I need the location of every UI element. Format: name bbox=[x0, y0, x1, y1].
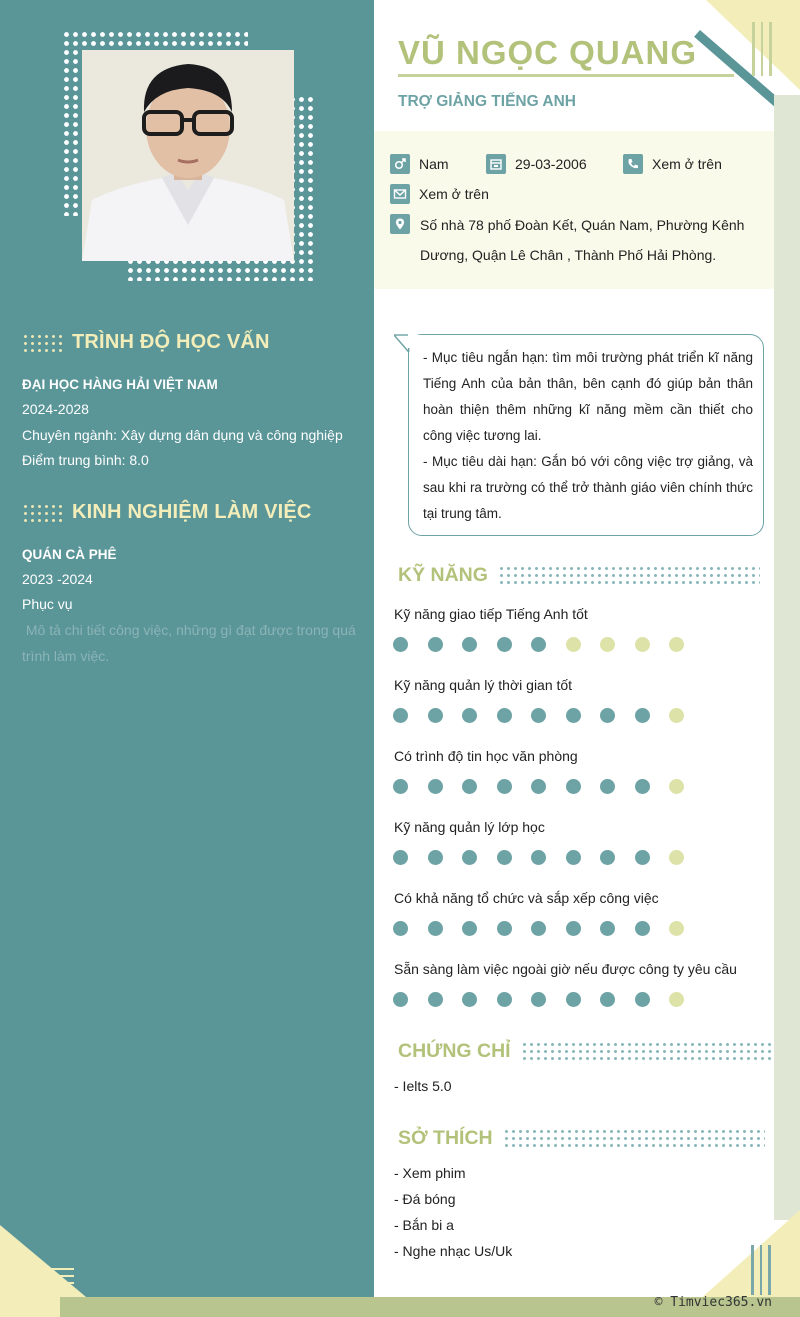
skill-label: Kỹ năng quản lý lớp học bbox=[394, 819, 545, 835]
hobbies-header bbox=[398, 1127, 765, 1150]
hobby-item: - Đá bóng bbox=[394, 1191, 456, 1207]
dots-decoration bbox=[22, 333, 64, 353]
phone-icon bbox=[623, 154, 643, 174]
gender-item bbox=[390, 154, 449, 174]
skill-rating bbox=[393, 708, 684, 723]
calendar-icon bbox=[486, 154, 506, 174]
experience-title: KINH NGHIỆM LÀM VIỆC bbox=[72, 501, 312, 523]
skill-dot-filled bbox=[497, 850, 512, 865]
skill-dot-filled bbox=[600, 708, 615, 723]
name-underline bbox=[398, 74, 734, 77]
education-years: 2024-2028 bbox=[22, 401, 89, 417]
skill-dot-filled bbox=[566, 708, 581, 723]
skill-dot-filled bbox=[566, 921, 581, 936]
stripe-decoration bbox=[751, 1245, 771, 1295]
education-gpa: Điểm trung bình: 8.0 bbox=[22, 452, 149, 468]
dob-item bbox=[486, 154, 587, 174]
skill-rating bbox=[393, 850, 684, 865]
experience-header bbox=[22, 501, 312, 524]
skill-dot-filled bbox=[462, 992, 477, 1007]
education-title: TRÌNH ĐỘ HỌC VẤN bbox=[72, 331, 270, 353]
location-pin-icon bbox=[390, 214, 410, 234]
phone-item bbox=[623, 154, 722, 174]
skill-dot-filled bbox=[600, 779, 615, 794]
experience-years: 2023 -2024 bbox=[22, 571, 93, 587]
skills-title: KỸ NĂNG bbox=[398, 564, 488, 586]
dots-decoration bbox=[521, 1041, 771, 1063]
stripe-decoration bbox=[20, 1268, 74, 1296]
experience-description: Mô tả chi tiết công việc, những gì đạt được trong quá trình làm việc. bbox=[22, 622, 360, 664]
hobbies-title: SỞ THÍCH bbox=[398, 1127, 493, 1149]
hobby-item: - Xem phim bbox=[394, 1165, 466, 1181]
skill-dot-filled bbox=[428, 779, 443, 794]
skill-rating bbox=[393, 637, 684, 652]
certificates-header bbox=[398, 1040, 771, 1063]
skill-dot-filled bbox=[531, 992, 546, 1007]
skill-dot-filled bbox=[600, 850, 615, 865]
watermark: © Timviec365.vn bbox=[654, 1295, 772, 1310]
side-band-decoration bbox=[774, 95, 800, 1220]
email-value: Xem ở trên bbox=[419, 186, 489, 202]
skill-dot-filled bbox=[600, 921, 615, 936]
skill-dot-filled bbox=[428, 850, 443, 865]
skill-rating bbox=[393, 779, 684, 794]
skill-dot-filled bbox=[428, 921, 443, 936]
skill-dot-filled bbox=[393, 921, 408, 936]
skill-dot-filled bbox=[462, 850, 477, 865]
skill-dot-empty bbox=[669, 779, 684, 794]
skill-rating bbox=[393, 921, 684, 936]
skill-dot-filled bbox=[600, 992, 615, 1007]
skill-dot-filled bbox=[531, 850, 546, 865]
certificates-title: CHỨNG CHỈ bbox=[398, 1040, 511, 1062]
skill-dot-filled bbox=[497, 708, 512, 723]
skill-label: Kỹ năng quản lý thời gian tốt bbox=[394, 677, 573, 693]
career-objective bbox=[408, 334, 764, 536]
skill-dot-filled bbox=[393, 992, 408, 1007]
skill-dot-filled bbox=[531, 708, 546, 723]
skill-dot-filled bbox=[635, 992, 650, 1007]
gender-value: Nam bbox=[419, 156, 449, 172]
skill-dot-filled bbox=[531, 637, 546, 652]
stripe-decoration bbox=[752, 22, 772, 76]
address-line-1: Số nhà 78 phố Đoàn Kết, Quán Nam, Phường Kênh bbox=[420, 217, 745, 233]
email-icon bbox=[390, 184, 410, 204]
skill-dot-filled bbox=[531, 779, 546, 794]
skill-dot-filled bbox=[428, 708, 443, 723]
skill-dot-empty bbox=[669, 921, 684, 936]
email-item bbox=[390, 184, 489, 204]
dots-decoration bbox=[498, 565, 760, 587]
skill-dot-filled bbox=[393, 708, 408, 723]
skill-dot-filled bbox=[462, 921, 477, 936]
education-major: Chuyên ngành: Xây dựng dân dụng và công nghiệp bbox=[22, 427, 343, 443]
dots-decoration bbox=[503, 1128, 765, 1150]
company-name: QUÁN CÀ PHÊ bbox=[22, 547, 117, 562]
education-header bbox=[22, 331, 270, 354]
skill-dot-filled bbox=[462, 708, 477, 723]
skill-dot-filled bbox=[428, 637, 443, 652]
skill-dot-filled bbox=[393, 637, 408, 652]
phone-value: Xem ở trên bbox=[652, 156, 722, 172]
skills-header bbox=[398, 564, 760, 587]
skill-dot-empty bbox=[669, 850, 684, 865]
skill-dot-empty bbox=[669, 708, 684, 723]
skill-dot-empty bbox=[600, 637, 615, 652]
speech-tail bbox=[394, 334, 424, 356]
candidate-name: VŨ NGỌC QUANG bbox=[398, 34, 698, 71]
gender-icon bbox=[390, 154, 410, 174]
avatar-photo bbox=[82, 50, 294, 261]
skill-dot-filled bbox=[497, 779, 512, 794]
skill-dot-filled bbox=[635, 779, 650, 794]
skill-dot-filled bbox=[393, 779, 408, 794]
address-line-2: Dương, Quận Lê Chân , Thành Phố Hải Phòng. bbox=[420, 247, 717, 263]
skill-dot-filled bbox=[497, 637, 512, 652]
short-term-objective: - Mục tiêu ngắn hạn: tìm môi trường phát triển kĩ năng Tiếng Anh của bản thân, bên cạnh đó giúp bản thân hoàn thiện thêm những kĩ năng mềm cần thiết cho công việc tương lai. bbox=[423, 350, 753, 443]
skill-label: Sẵn sàng làm việc ngoài giờ nếu được công ty yêu cầu bbox=[394, 961, 737, 977]
skill-dot-filled bbox=[462, 779, 477, 794]
skill-dot-filled bbox=[635, 850, 650, 865]
dots-decoration bbox=[22, 503, 64, 523]
dob-value: 29-03-2006 bbox=[515, 156, 587, 172]
skill-label: Có khả năng tổ chức và sắp xếp công việc bbox=[394, 890, 659, 906]
certificate-item: - Ielts 5.0 bbox=[394, 1078, 452, 1094]
skill-label: Kỹ năng giao tiếp Tiếng Anh tốt bbox=[394, 606, 588, 622]
experience-role: Phục vụ bbox=[22, 596, 73, 612]
skill-dot-filled bbox=[462, 637, 477, 652]
job-title: TRỢ GIẢNG TIẾNG ANH bbox=[398, 93, 576, 110]
skill-dot-filled bbox=[531, 921, 546, 936]
hobby-item: - Bắn bi a bbox=[394, 1217, 454, 1233]
skill-dot-filled bbox=[497, 921, 512, 936]
skill-dot-filled bbox=[635, 921, 650, 936]
skill-label: Có trình độ tin học văn phòng bbox=[394, 748, 578, 764]
skill-dot-filled bbox=[497, 992, 512, 1007]
skill-dot-filled bbox=[635, 708, 650, 723]
skill-dot-empty bbox=[635, 637, 650, 652]
address-item bbox=[390, 214, 419, 234]
skill-dot-filled bbox=[428, 992, 443, 1007]
hobby-item: - Nghe nhạc Us/Uk bbox=[394, 1243, 513, 1259]
skill-dot-filled bbox=[566, 992, 581, 1007]
skill-dot-empty bbox=[669, 992, 684, 1007]
school-name: ĐẠI HỌC HÀNG HẢI VIỆT NAM bbox=[22, 377, 218, 392]
skill-dot-filled bbox=[566, 779, 581, 794]
skill-dot-empty bbox=[669, 637, 684, 652]
skill-rating bbox=[393, 992, 684, 1007]
skill-dot-filled bbox=[393, 850, 408, 865]
skill-dot-filled bbox=[566, 850, 581, 865]
long-term-objective: - Mục tiêu dài hạn: Gắn bó với công việc trợ giảng, và sau khi ra trường có thể trở thành giáo viên chính thức tại trung tâm. bbox=[423, 454, 753, 521]
skill-dot-empty bbox=[566, 637, 581, 652]
